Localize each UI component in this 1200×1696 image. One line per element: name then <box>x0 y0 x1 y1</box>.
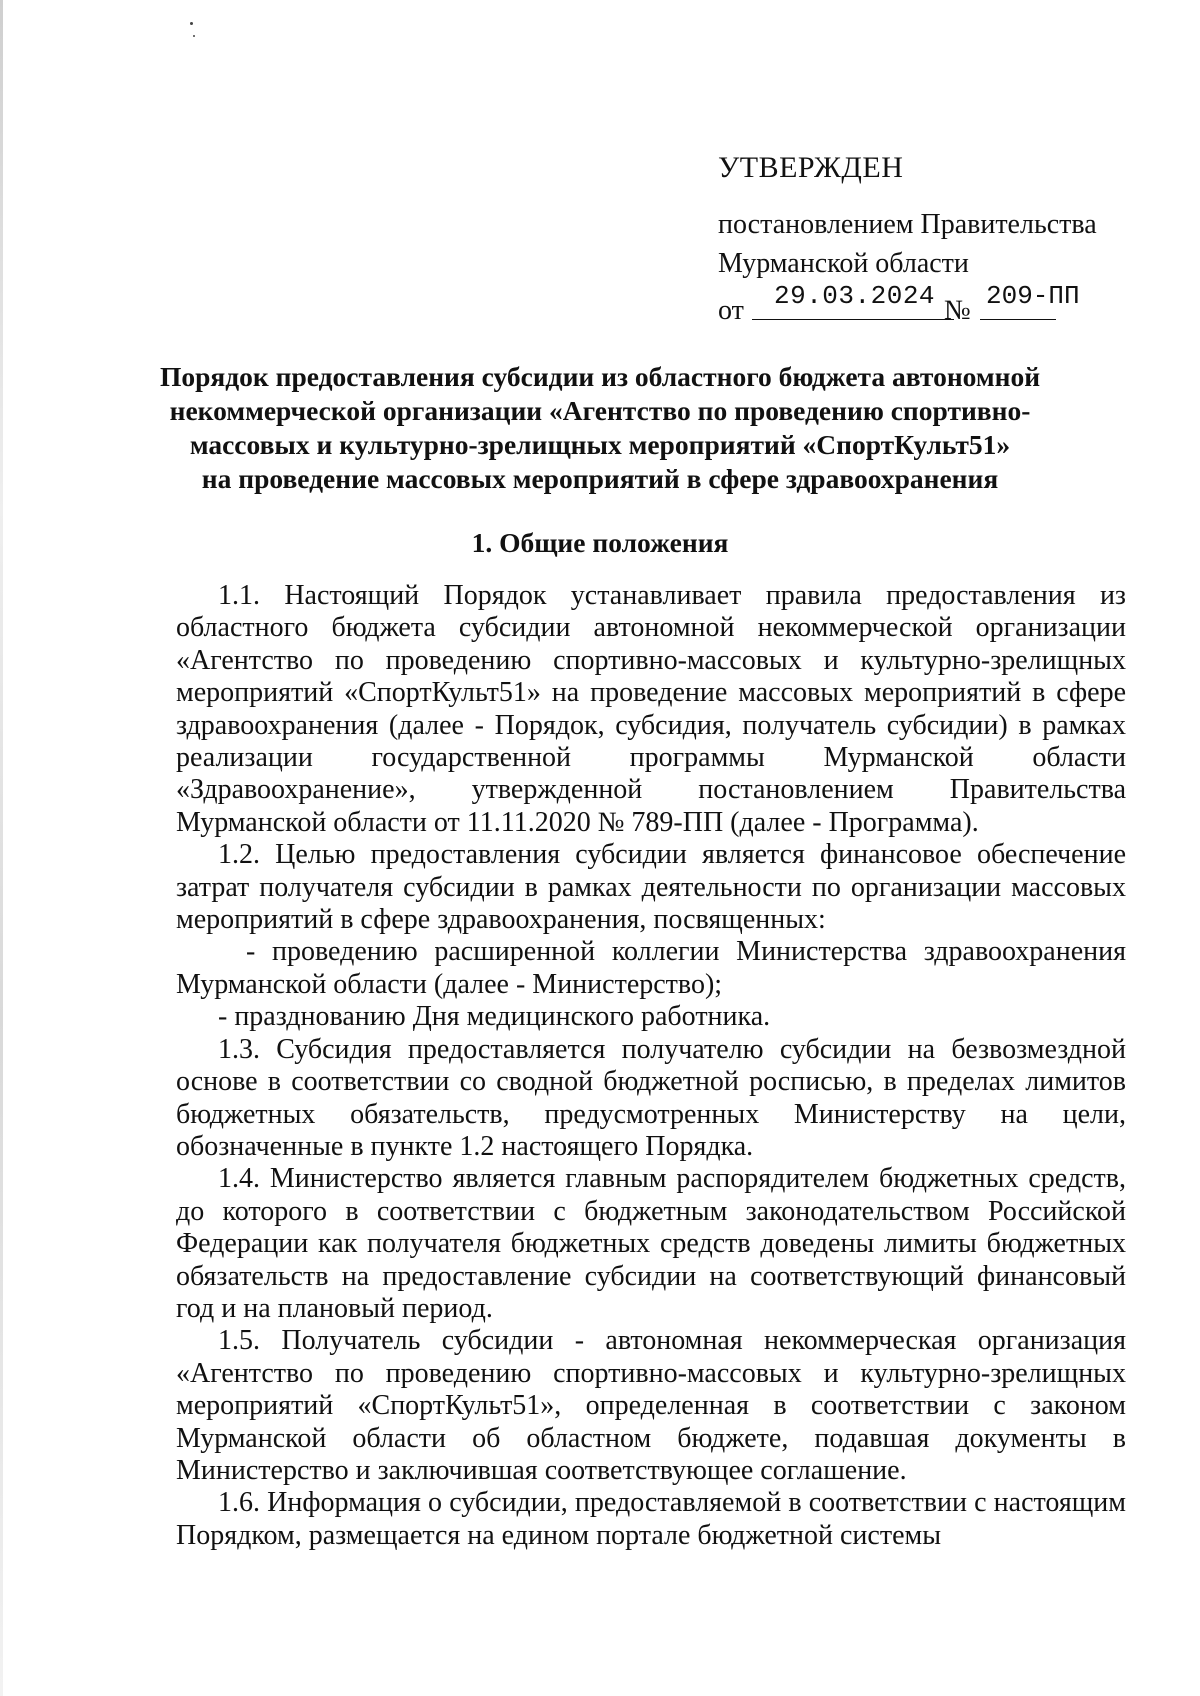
date-field <box>752 283 954 320</box>
approval-title: УТВЕРЖДЕН <box>718 151 904 184</box>
paragraph-1-3: 1.3. Субсидия предоставляется получателю субсидии на безвозмездной основе в соответствии со сводной бюджетной росписью, в пределах лимитов бюджетных обязательств, предусмотренных Министерству на цели, обозначенные в пункте 1.2 настоящего Порядка. <box>176 1033 1126 1162</box>
number-field <box>980 281 1080 320</box>
document-body <box>176 580 1126 1552</box>
paragraph-1-6: 1.6. Информация о субсидии, предоставляемой в соответствии с настоящим Порядком, размещается на едином портале бюджетной системы <box>176 1487 1126 1551</box>
title-line: массовых и культурно-зрелищных мероприятий «СпортКульт51» <box>189 429 1011 460</box>
scan-edge-shadow <box>0 0 3 1696</box>
document-title <box>150 360 1050 496</box>
approval-line-resolution: постановлением Правительства <box>718 209 1097 240</box>
approval-reference <box>718 283 1158 327</box>
scan-speck <box>193 35 195 37</box>
list-item-medical-day: - празднованию Дня медицинского работника. <box>218 1001 771 1033</box>
title-line: некоммерческой организации «Агентство по проведению спортивно- <box>169 395 1031 426</box>
scan-speck <box>190 22 193 25</box>
title-line: Порядок предоставления субсидии из областного бюджета автономной <box>159 361 1041 392</box>
paragraph-1-5: 1.5. Получатель субсидии - автономная некоммерческая организация «Агентство по проведению спортивно-массовых и культурно-зрелищных мероприятий «СпортКульт51», определенная в соответствии с законом Мурманской области об областном бюджете, подавшая документы в Министерство и заключившая соответствующее соглашение. <box>176 1325 1126 1486</box>
approval-line-region: Мурманской области <box>718 248 969 279</box>
section-heading: 1. Общие положения <box>471 527 729 558</box>
approval-block <box>718 148 1158 327</box>
list-item-collegium: - проведению расширенной коллегии Министерства здравоохранения Мурманской области (далее - Министерство); <box>176 936 1126 1000</box>
resolution-date: 29.03.2024 <box>774 281 936 311</box>
from-label: от <box>718 295 744 326</box>
paragraph-1-4: 1.4. Министерство является главным распорядителем бюджетных средств, до которого в соответствии с бюджетным законодательством Российской Федерации как получателя бюджетных средств доведены лимиты бюджетных обязательств на предоставление субсидии на соответствующий финансовый год и на плановый период. <box>176 1163 1126 1324</box>
paragraph-1-1: 1.1. Настоящий Порядок устанавливает правила предоставления из областного бюджета субсидии автономной некоммерческой организации «Агентство по проведению спортивно-массовых и культурно-зрелищных мероприятий «СпортКульт51» на проведение массовых мероприятий в сфере здравоохранения (далее - Порядок, субсидия, получатель субсидии) в рамках реализации государственной программы Мурманской области «Здравоохранение», утвержденной постановлением Правительства Мурманской области от 11.11.2020 № 789-ПП (далее - Программа). <box>176 580 1126 838</box>
number-label: № <box>944 295 971 326</box>
resolution-number: 209-ПП <box>986 281 1080 311</box>
paragraph-1-2: 1.2. Целью предоставления субсидии является финансовое обеспечение затрат получателя субсидии в рамках деятельности по организации массовых мероприятий в сфере здравоохранения, посвященных: <box>176 839 1126 936</box>
title-line: на проведение массовых мероприятий в сфере здравоохранения <box>201 463 999 494</box>
